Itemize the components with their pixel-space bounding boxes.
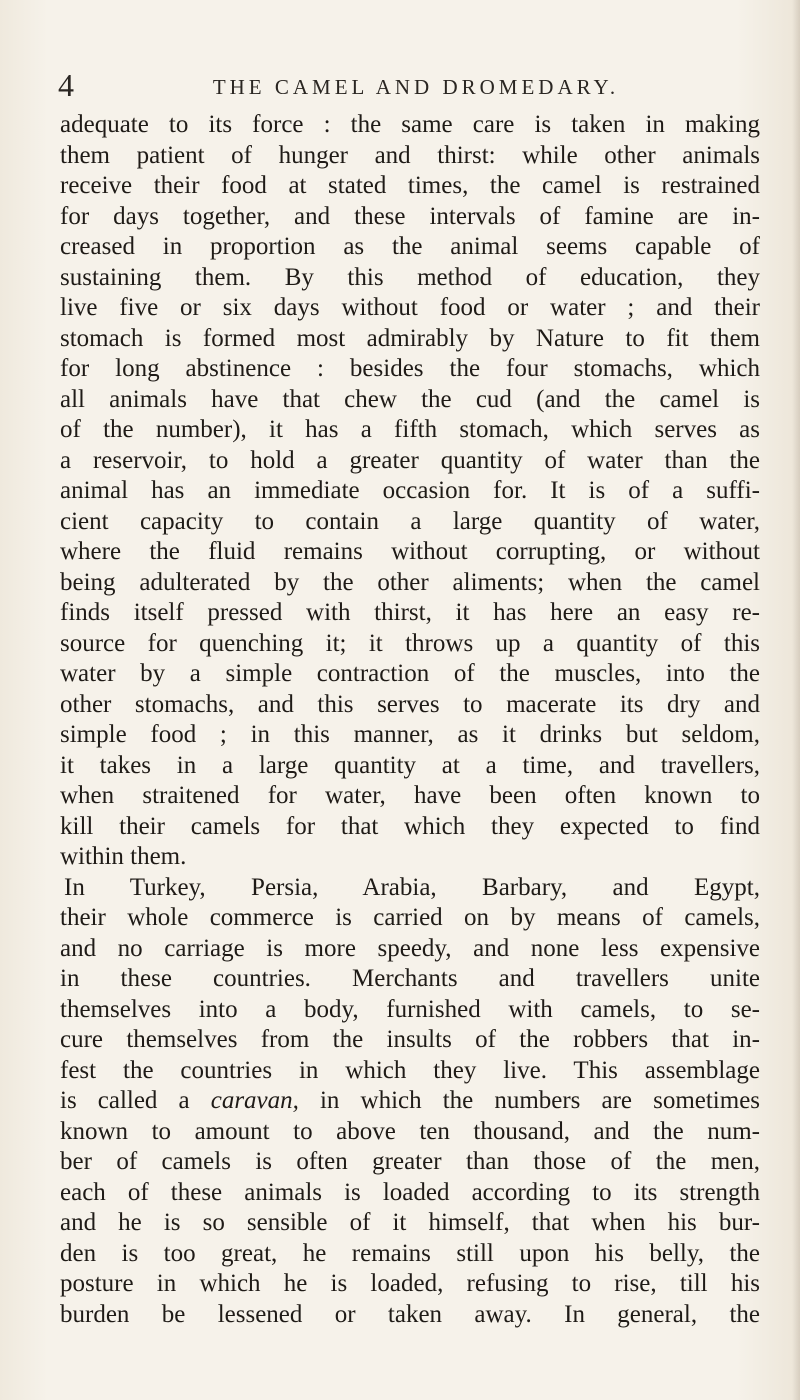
text-line: for long abstinence : besides the four stomachs, which	[60, 355, 760, 382]
text-line: cient capacity to contain a large quantity of water,	[60, 507, 760, 535]
text-line: kill their camels for that which they expected to find	[60, 812, 760, 840]
text-line: other stomachs, and this serves to macerate its dry and	[60, 690, 760, 718]
text-line: creased in proportion as the animal seems capable of	[60, 233, 760, 260]
text-fragment: is called a	[60, 1087, 190, 1114]
text-line: their whole commerce is carried on by means of camels,	[60, 904, 760, 931]
text-line: known to amount to above ten thousand, and the num-	[60, 1117, 760, 1145]
text-line: water by a simple contraction of the muscles, into the	[60, 660, 760, 687]
text-line: posture in which he is loaded, refusing to rise, till his	[60, 1270, 760, 1297]
text-line: for days together, and these intervals of famine are in-	[60, 202, 760, 230]
text-line: cure themselves from the insults of the robbers that in-	[60, 1026, 760, 1053]
text-line: stomach is formed most admirably by Nature to fit them	[60, 324, 760, 352]
text-line: it takes in a large quantity at a time, and travellers,	[60, 751, 760, 779]
text-line: themselves into a body, furnished with camels, to se-	[60, 995, 760, 1023]
text-line: sustaining them. By this method of education, they	[60, 263, 760, 291]
text-line: source for quenching it; it throws up a quantity of this	[60, 629, 760, 657]
text-line: In Turkey, Persia, Arabia, Barbary, and Egypt,	[64, 873, 760, 901]
text-line-with-italic	[60, 1086, 760, 1117]
page-header	[54, 68, 754, 108]
text-line: ber of camels is often greater than those of the men,	[60, 1148, 760, 1175]
text-line: receive their food at stated times, the camel is restrained	[60, 172, 760, 199]
text-line: and no carriage is more speedy, and none less expensive	[60, 934, 760, 962]
text-line: burden be lessened or taken away. In general, the	[60, 1300, 760, 1328]
text-line: live five or six days without food or water ; and their	[60, 294, 760, 321]
page-number: 4	[58, 67, 74, 103]
text-line: finds itself pressed with thirst, it has here an easy re-	[60, 599, 760, 626]
text-fragment: in which the numbers are sometimes	[319, 1087, 761, 1114]
text-line: all animals have that chew the cud (and the camel is	[60, 385, 760, 413]
text-line: in these countries. Merchants and travellers unite	[60, 965, 760, 992]
text-line: within them.	[60, 843, 187, 870]
text-line: den is too great, he remains still upon his belly, the	[60, 1239, 760, 1267]
body-text	[60, 110, 760, 1330]
text-line: adequate to its force : the same care is taken in making	[60, 111, 760, 138]
text-line: when straitened for water, have been often known to	[60, 782, 760, 809]
text-line: fest the countries in which they live. This assemblage	[60, 1056, 760, 1084]
text-line: and he is so sensible of it himself, that when his bur-	[60, 1209, 760, 1236]
page-edge-shadow	[792, 0, 800, 1400]
text-line: of the number), it has a fifth stomach, which serves as	[60, 416, 760, 443]
text-line: each of these animals is loaded according to its strength	[60, 1178, 760, 1206]
text-line: animal has an immediate occasion for. It is of a suffi-	[60, 477, 760, 504]
italic-term: caravan,	[210, 1087, 299, 1114]
text-line: being adulterated by the other aliments; when the camel	[60, 568, 760, 596]
text-line: simple food ; in this manner, as it drinks but seldom,	[60, 721, 760, 748]
text-line: them patient of hunger and thirst: while other animals	[60, 141, 760, 169]
running-head: THE CAMEL AND DROMEDARY.	[212, 75, 620, 99]
text-line: where the fluid remains without corrupting, or without	[60, 538, 760, 565]
text-line: a reservoir, to hold a greater quantity of water than the	[60, 446, 760, 474]
